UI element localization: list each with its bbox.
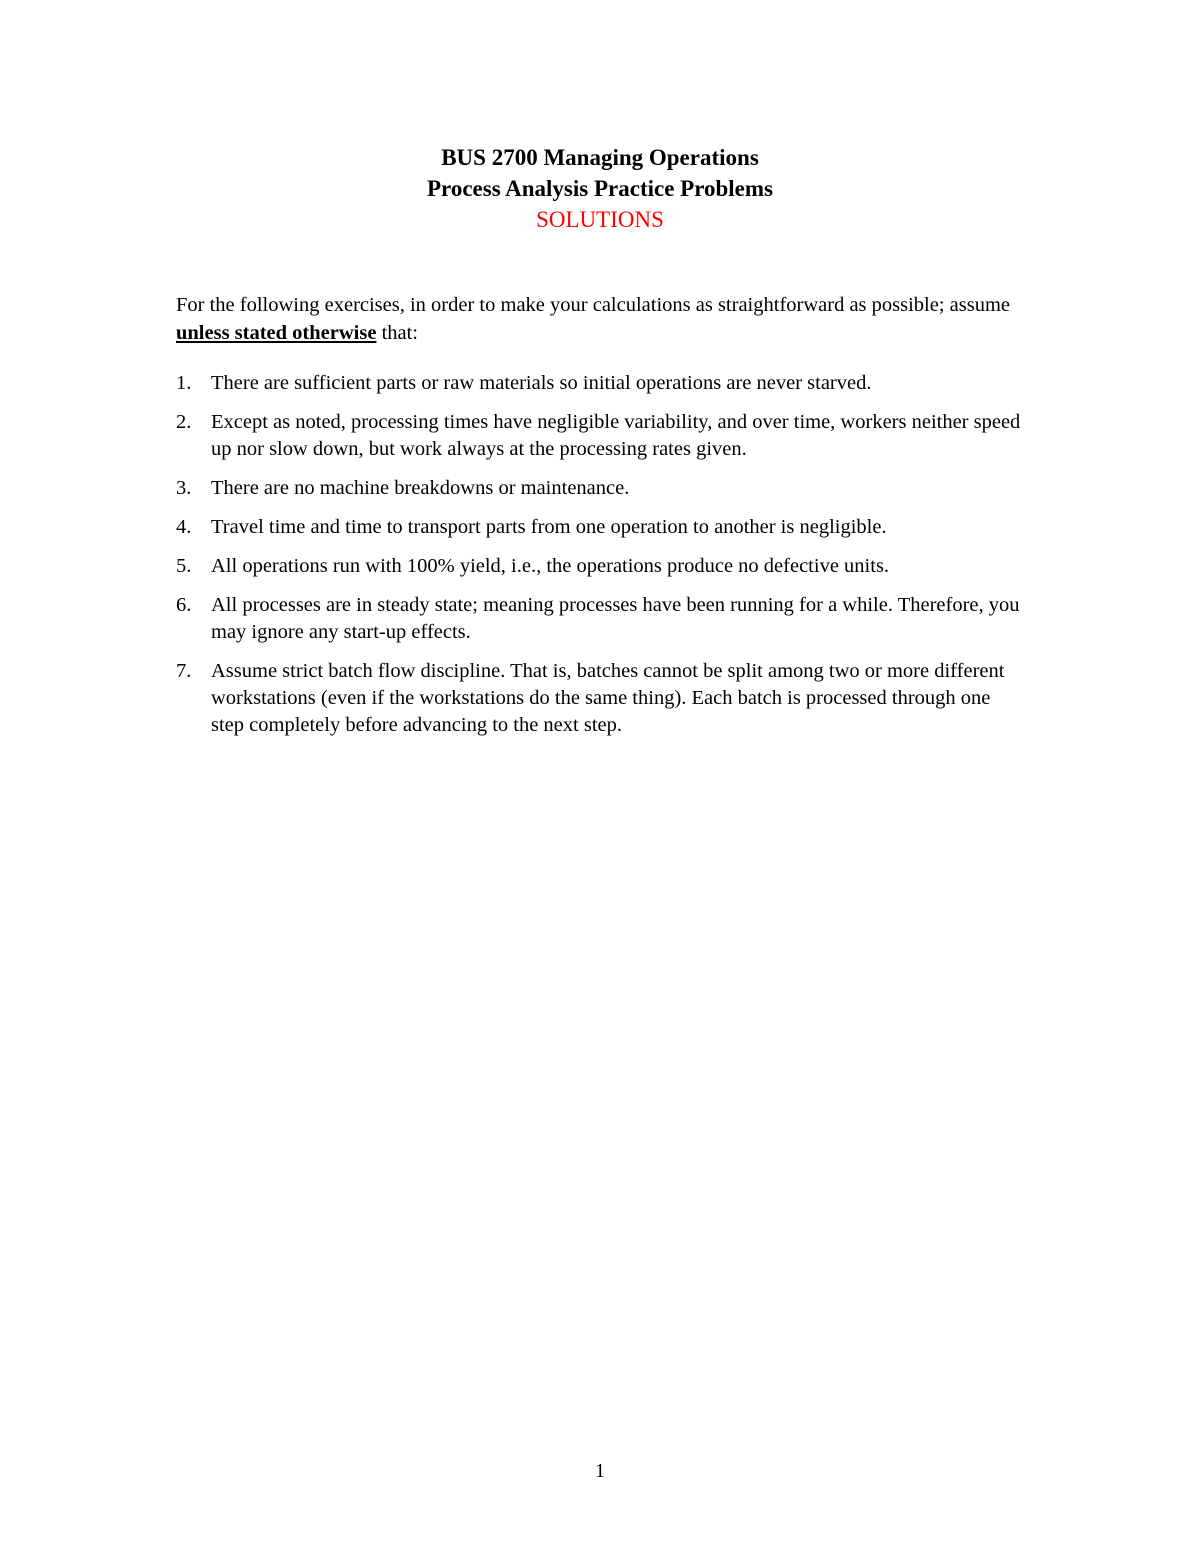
- list-item-text: Except as noted, processing times have negligible variability, and over time, workers neither speed up nor slow down, but work always at the processing rates given.: [211, 411, 1021, 460]
- document-subtitle: Process Analysis Practice Problems: [427, 176, 773, 201]
- intro-paragraph: [176, 291, 1016, 347]
- title-block: [0, 142, 1200, 235]
- list-item-text: There are no machine breakdowns or maintenance.: [211, 477, 630, 499]
- intro-text-after: that:: [376, 322, 418, 344]
- list-item-text: All operations run with 100% yield, i.e., the operations produce no defective units.: [211, 555, 890, 577]
- assumptions-list: [176, 370, 1026, 751]
- list-item: [176, 370, 1026, 397]
- solutions-label: SOLUTIONS: [536, 207, 664, 232]
- list-item: [176, 658, 1026, 739]
- intro-emphasis: unless stated otherwise: [176, 322, 377, 344]
- list-item-text: Assume strict batch flow discipline. That is, batches cannot be split among two or more different workstations (even if the workstations do the same thing). Each batch is processed through one step completely before advancing to the next step.: [211, 660, 1005, 736]
- list-item-text: Travel time and time to transport parts from one operation to another is negligible.: [211, 516, 887, 538]
- course-title: BUS 2700 Managing Operations: [441, 145, 759, 170]
- list-item-number: 7.: [176, 660, 192, 682]
- list-item-number: 6.: [176, 594, 192, 616]
- list-item: [176, 409, 1026, 463]
- page-number: 1: [595, 1460, 605, 1482]
- list-item: [176, 592, 1026, 646]
- list-item-text: There are sufficient parts or raw materials so initial operations are never starved.: [211, 372, 872, 394]
- list-item-text: All processes are in steady state; meaning processes have been running for a while. Therefore, you may ignore any start-up effects.: [211, 594, 1020, 643]
- intro-text-before: For the following exercises, in order to make your calculations as straightforward as possible; assume: [176, 294, 1011, 316]
- list-item-number: 1.: [176, 372, 192, 394]
- list-item-number: 5.: [176, 555, 192, 577]
- list-item: [176, 475, 1026, 502]
- list-item-number: 3.: [176, 477, 192, 499]
- list-item-number: 4.: [176, 516, 192, 538]
- list-item: [176, 514, 1026, 541]
- list-item-number: 2.: [176, 411, 192, 433]
- list-item: [176, 553, 1026, 580]
